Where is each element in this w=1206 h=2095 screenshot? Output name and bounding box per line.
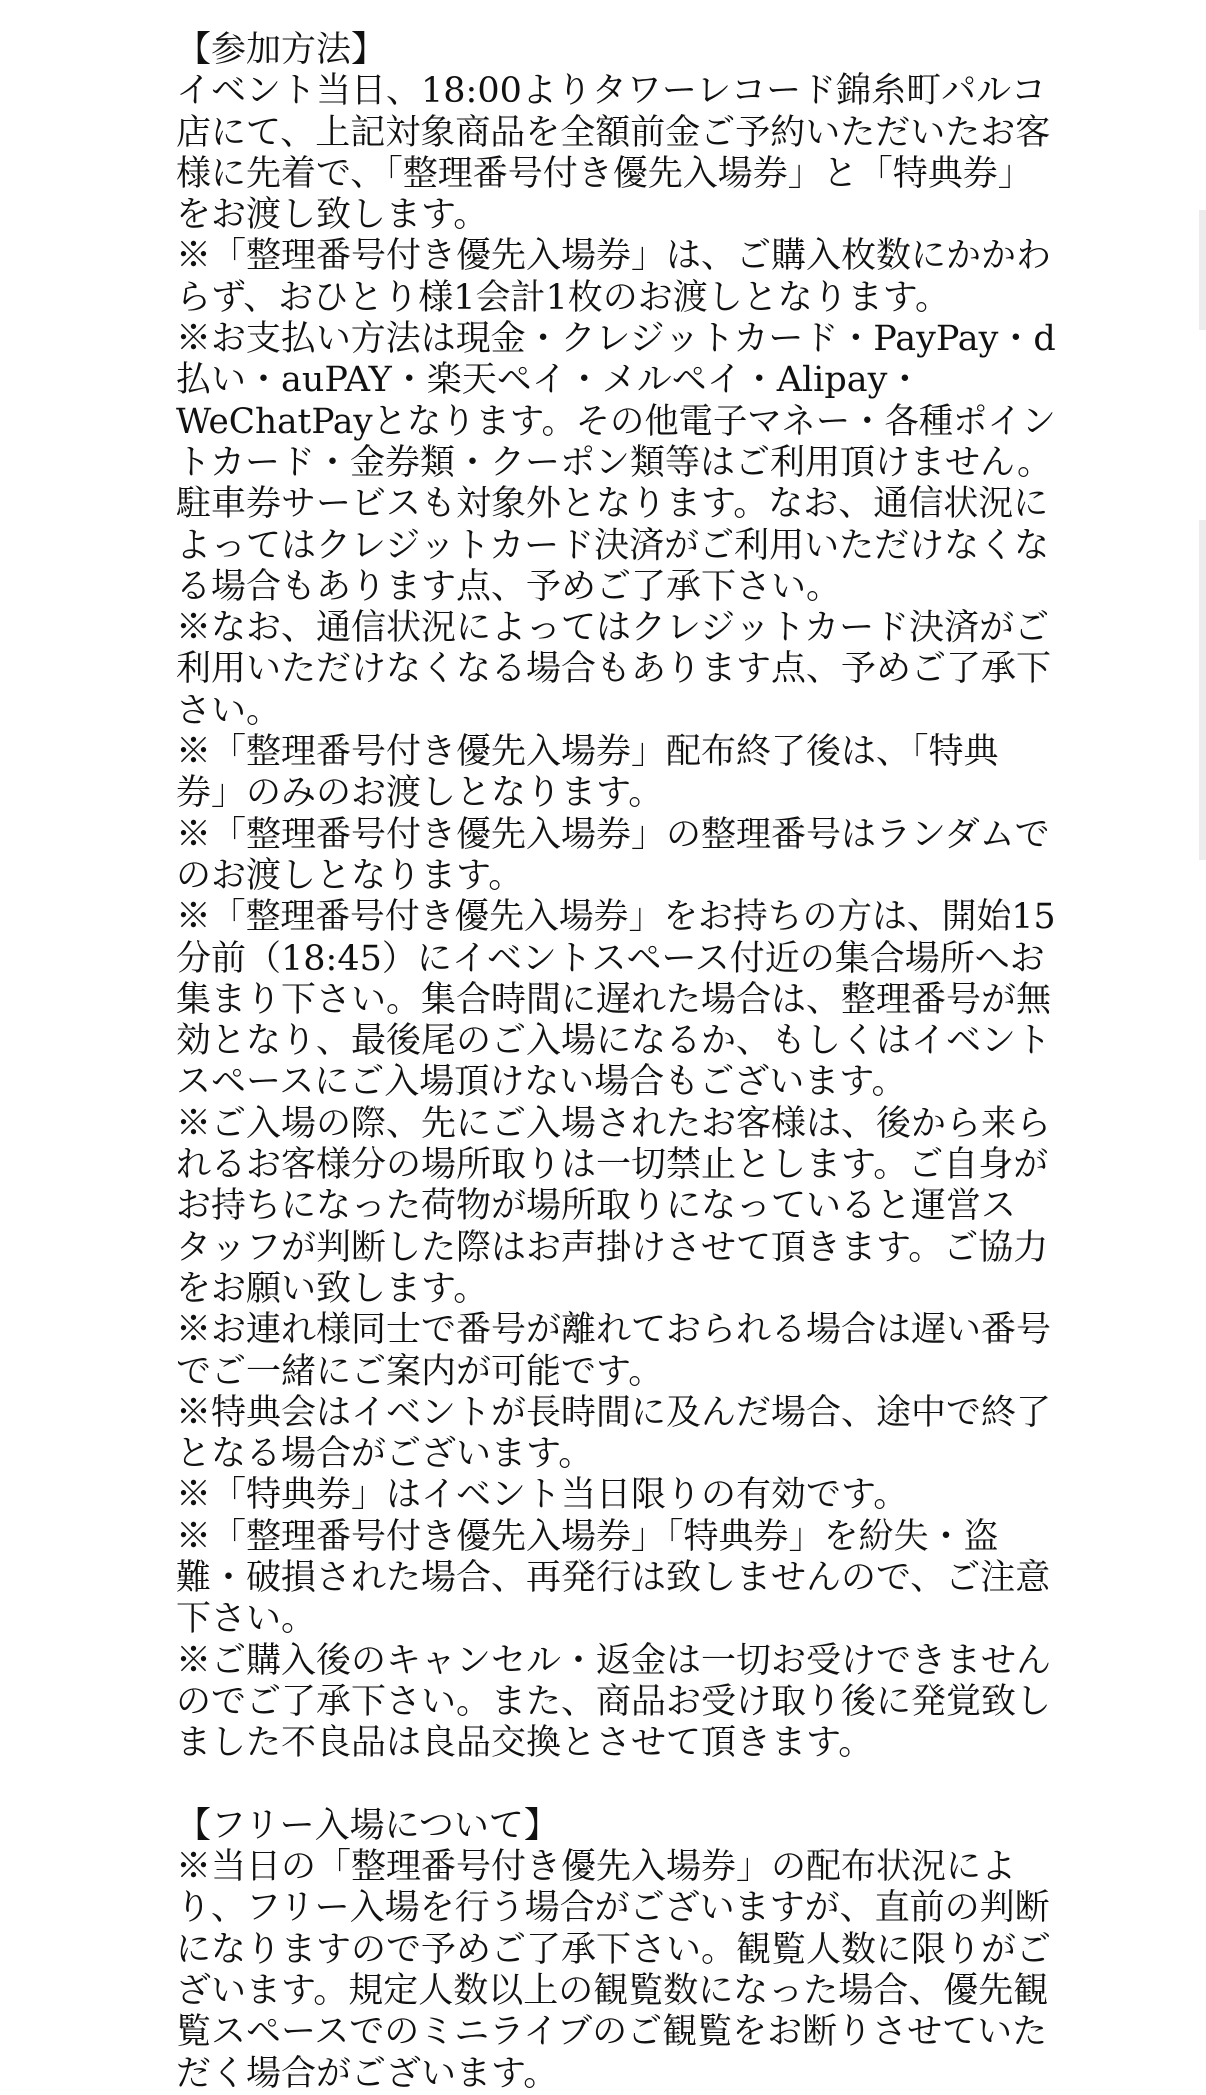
text-line: になりますので予めご了承下さい。観覧人数に限りがご — [176, 1929, 1052, 1970]
text-line: さい。 — [176, 690, 282, 731]
text-line: お持ちになった荷物が場所取りになっていると運営ス — [176, 1186, 1017, 1227]
text-line: ※「整理番号付き優先入場券」の整理番号はランダムで — [176, 814, 1050, 855]
text-line: でご一緒にご案内が可能です。 — [176, 1351, 664, 1392]
text-line: 店にて、上記対象商品を全額前金ご予約いただいたお客 — [176, 112, 1051, 153]
text-line: り、フリー入場を行う場合がございますが、直前の判断 — [176, 1888, 1050, 1929]
text-line: ました不良品は良品交換とさせて頂きます。 — [176, 1723, 874, 1764]
edge-shade-segment — [1199, 520, 1206, 860]
text-line: ※当日の「整理番号付き優先入場券」の配布状況によ — [176, 1847, 1017, 1888]
text-line: WeChatPayとなります。その他電子マネー・各種ポイン — [176, 401, 1056, 442]
text-line: スペースにご入場頂けない場合もございます。 — [176, 1062, 907, 1103]
text-line: トカード・金券類・クーポン類等はご利用頂けません。 — [176, 442, 1053, 483]
text-line: らず、おひとり様1会計1枚のお渡しとなります。 — [176, 277, 950, 318]
text-line: ※「特典券」はイベント当日限りの有効です。 — [176, 1475, 909, 1516]
text-line: ※特典会はイベントが長時間に及んだ場合、途中で終了 — [176, 1392, 1052, 1433]
text-line: のお渡しとなります。 — [176, 855, 524, 896]
event-notice-document — [176, 30, 1056, 2095]
text-line: 覧スペースでのミニライブのご観覧をお断りさせていた — [176, 2012, 1048, 2053]
text-line: ※お支払い方法は現金・クレジットカード・PayPay・d — [176, 319, 1056, 360]
text-line: 効となり、最後尾のご入場になるか、もしくはイベント — [176, 1021, 1052, 1062]
text-line: 駐車券サービスも対象外となります。なお、通信状況に — [176, 484, 1049, 525]
section-heading-free-entry: 【フリー入場について】 — [176, 1805, 559, 1846]
text-line: ※「整理番号付き優先入場券」をお持ちの方は、開始15 — [176, 897, 1056, 938]
text-line: だく場合がございます。 — [176, 2053, 559, 2094]
section-participation — [176, 30, 1056, 1764]
text-line: となる場合がございます。 — [176, 1434, 594, 1475]
section-heading-participation: 【参加方法】 — [176, 30, 387, 70]
text-line: ※「整理番号付き優先入場券」は、ご購入枚数にかかわ — [176, 236, 1052, 277]
text-line: タッフが判断した際はお声掛けさせて頂きます。ご協力 — [176, 1227, 1049, 1268]
text-line: イベント当日、18:00よりタワーレコード錦糸町パルコ — [176, 71, 1047, 112]
text-line: ※お連れ様同士で番号が離れておられる場合は遅い番号 — [176, 1310, 1052, 1351]
text-line: をお願い致します。 — [176, 1268, 489, 1309]
text-line: ※ご入場の際、先にご入場されたお客様は、後から来ら — [176, 1103, 1052, 1144]
text-line: よってはクレジットカード決済がご利用いただけなくな — [176, 525, 1050, 566]
text-line: 利用いただけなくなる場合もあります点、予めご了承下 — [176, 649, 1052, 690]
text-line: ※なお、通信状況によってはクレジットカード決済がご — [176, 608, 1050, 649]
text-line: ※「整理番号付き優先入場券」「特典券」を紛失・盗 — [176, 1516, 999, 1557]
text-line: 難・破損された場合、再発行は致しませんので、ご注意 — [176, 1557, 1051, 1598]
text-line: をお渡し致します。 — [176, 195, 489, 236]
section-spacer — [176, 1764, 1056, 1805]
text-line: る場合もあります点、予めご了承下さい。 — [176, 566, 842, 607]
edge-shade-segment — [1199, 210, 1206, 330]
text-line: 券」のみのお渡しとなります。 — [176, 773, 664, 814]
text-line: 払い・auPAY・楽天ペイ・メルペイ・Alipay・ — [176, 360, 923, 401]
section-free-entry — [176, 1806, 1056, 2095]
text-line: 様に先着で、「整理番号付き優先入場券」と「特典券」 — [176, 153, 1033, 194]
text-line: ※「整理番号付き優先入場券」配布終了後は、「特典 — [176, 732, 999, 773]
text-line: 下さい。 — [176, 1599, 317, 1640]
text-line: ※ご購入後のキャンセル・返金は一切お受けできません — [176, 1640, 1052, 1681]
text-line: 分前（18:45）にイベントスペース付近の集合場所へお — [176, 938, 1045, 979]
text-line: ざいます。規定人数以上の観覧数になった場合、優先観 — [176, 1970, 1049, 2011]
text-line: れるお客様分の場所取りは一切禁止とします。ご自身が — [176, 1145, 1049, 1186]
text-line: 集まり下さい。集合時間に遅れた場合は、整理番号が無 — [176, 979, 1052, 1020]
text-line: のでご了承下さい。また、商品お受け取り後に発覚致し — [176, 1681, 1052, 1722]
scroll-edge-shading — [1199, 0, 1206, 2064]
